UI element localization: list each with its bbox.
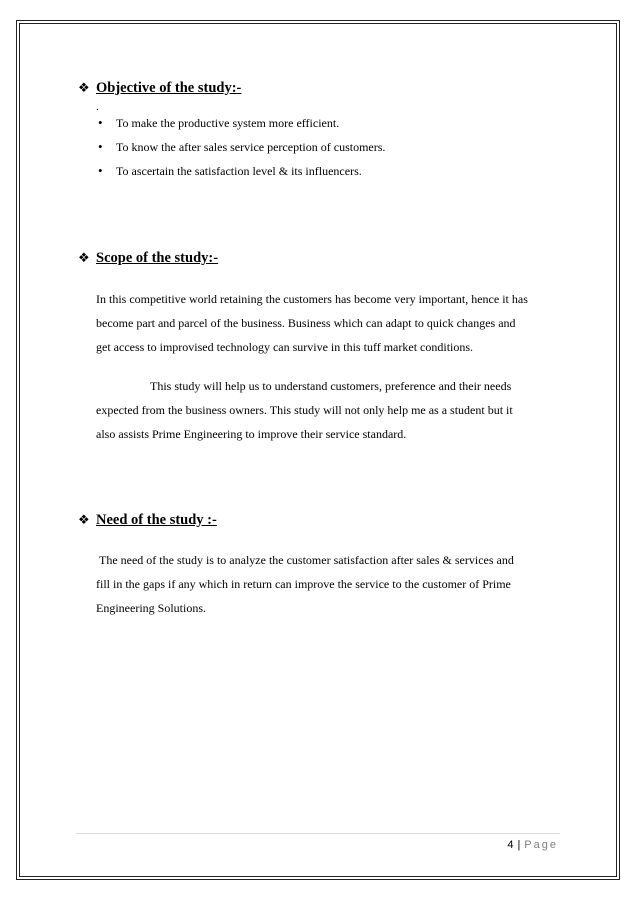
page-number: 4 (507, 839, 514, 851)
diamond-bullet-icon: ❖ (78, 250, 90, 265)
objective-dot: . (96, 101, 99, 113)
diamond-bullet-icon: ❖ (78, 80, 90, 95)
text-line: This study will help us to understand customers, preference and their needs (150, 379, 512, 393)
list-item: • To ascertain the satisfaction level & its influencers. (96, 164, 385, 188)
objective-title: Objective of the study:- (96, 80, 242, 96)
scope-paragraph-2 (96, 374, 566, 446)
text-line: Engineering Solutions. (96, 601, 206, 615)
text-line: expected from the business owners. This study will not only help me as a student but it (96, 403, 513, 417)
text-line: get access to improvised technology can survive in this tuff market conditions. (96, 340, 474, 354)
text-line: fill in the gaps if any which in return can improve the service to the customer of Prime (96, 577, 511, 591)
scope-heading (78, 250, 218, 267)
need-heading (78, 512, 217, 529)
page-footer (507, 839, 558, 851)
scope-paragraph-1 (96, 287, 566, 359)
need-paragraph (96, 548, 566, 620)
list-item: • To know the after sales service perception of customers. (96, 140, 385, 164)
page-label: Page (524, 839, 558, 851)
text-line: The need of the study is to analyze the customer satisfaction after sales & services and (99, 553, 514, 567)
objective-list (96, 116, 385, 188)
text-line: In this competitive world retaining the customers has become very important, hence it has (96, 292, 528, 306)
footer-divider (76, 833, 560, 834)
list-item: • To make the productive system more efficient. (96, 116, 385, 140)
footer-separator: | (517, 839, 521, 851)
text-line: become part and parcel of the business. Business which can adapt to quick changes and (96, 316, 516, 330)
diamond-bullet-icon: ❖ (78, 512, 90, 527)
need-title: Need of the study :- (96, 512, 217, 528)
scope-title: Scope of the study:- (96, 250, 219, 266)
text-line: also assists Prime Engineering to improve their service standard. (96, 427, 407, 441)
objective-heading (78, 80, 241, 97)
